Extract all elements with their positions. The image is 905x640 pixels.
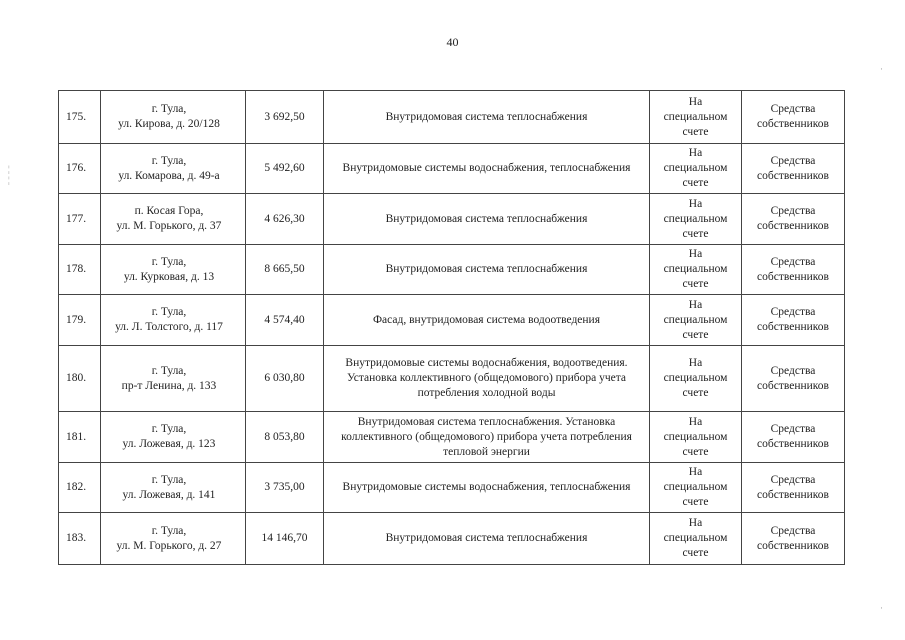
address-locality: г. Тула,	[151, 423, 187, 435]
account-line: специальном	[663, 481, 728, 493]
work-description: Внутридомовая система теплоснабжения. Установка коллективного (общедомового) прибора учета потребления тепловой энергии	[341, 415, 632, 458]
cost-cell	[246, 144, 324, 194]
funding-source-line: собственников	[757, 118, 829, 130]
account-line: На	[688, 197, 703, 210]
funding-source-line: Средства	[770, 306, 816, 318]
funding-source-cell	[742, 194, 845, 245]
funding-source-line: собственников	[757, 438, 829, 450]
work-description: Внутридомовая система теплоснабжения	[385, 532, 588, 544]
work-cell	[324, 245, 650, 295]
account-line: счете	[682, 125, 709, 138]
address-street: ул. Комарова, д. 49-а	[118, 169, 220, 182]
row-number: 179.	[66, 313, 87, 326]
row-number: 180.	[66, 372, 87, 384]
cost-value: 5 492,60	[264, 162, 305, 174]
cost-value: 4 574,40	[264, 313, 305, 326]
account-line: счете	[682, 177, 709, 189]
address-street: ул. М. Горького, д. 37	[116, 220, 222, 232]
account-line: специальном	[663, 313, 728, 326]
funding-source-line: Средства	[770, 154, 816, 167]
account-cell	[650, 194, 742, 245]
address-street: ул. М. Горького, д. 27	[116, 539, 222, 552]
account-line: На	[688, 517, 703, 529]
work-description: Внутридомовые системы водоснабжения, водоотведения. Установка коллективного (общедомового) прибора учета потребления холодной воды	[345, 357, 628, 399]
account-line: На	[688, 298, 703, 311]
account-line: На	[688, 147, 703, 159]
funding-source-line: Средства	[770, 103, 816, 115]
cost-cell	[246, 194, 324, 245]
address-street: ул. Ложевая, д. 141	[122, 488, 216, 501]
address-street: ул. Курковая, д. 13	[123, 270, 215, 283]
work-description: Внутридомовая система теплоснабжения	[385, 110, 588, 123]
address-street: пр-т Ленина, д. 133	[121, 379, 217, 392]
margin-mark: ¦	[8, 175, 10, 185]
account-cell	[650, 245, 742, 295]
funding-source-cell	[742, 295, 845, 346]
row-number: 177.	[66, 212, 87, 225]
account-line: специальном	[663, 430, 728, 443]
funding-source-line: собственников	[757, 220, 829, 232]
margin-mark: ¦	[8, 164, 10, 174]
account-cell	[650, 412, 742, 463]
cost-cell	[246, 463, 324, 513]
address-locality: г. Тула,	[151, 364, 187, 377]
account-line: специальном	[663, 212, 728, 225]
cost-cell	[246, 245, 324, 295]
address-locality: г. Тула,	[151, 306, 187, 318]
address-cell	[101, 412, 246, 463]
funding-source-line: Средства	[770, 255, 816, 268]
table-row	[59, 295, 845, 346]
table-row	[59, 513, 845, 565]
row-number: 182.	[66, 481, 87, 493]
address-locality: г. Тула,	[151, 154, 187, 167]
funding-source-line: собственников	[757, 169, 829, 182]
account-line: счете	[682, 547, 709, 559]
work-cell	[324, 194, 650, 245]
cost-value: 8 053,80	[264, 430, 305, 443]
account-line: специальном	[663, 532, 728, 544]
row-number-cell	[59, 463, 101, 513]
address-locality: п. Косая Гора,	[134, 205, 204, 217]
account-line: специальном	[663, 110, 728, 123]
address-cell	[101, 463, 246, 513]
address-locality: г. Тула,	[151, 473, 187, 486]
work-cell	[324, 346, 650, 412]
funding-source-cell	[742, 144, 845, 194]
work-cell	[324, 91, 650, 144]
table-row	[59, 463, 845, 513]
account-cell	[650, 91, 742, 144]
funding-source-cell	[742, 346, 845, 412]
funding-source-line: собственников	[757, 270, 829, 283]
funding-source-cell	[742, 245, 845, 295]
address-locality: г. Тула,	[151, 103, 187, 115]
funding-source-cell	[742, 513, 845, 565]
table-row	[59, 144, 845, 194]
page-number: 40	[446, 35, 459, 49]
row-number: 176.	[66, 162, 87, 174]
cost-value: 3 735,00	[264, 481, 305, 493]
margin-mark: ·	[880, 603, 883, 613]
account-line: специальном	[663, 162, 728, 174]
cost-value: 14 146,70	[261, 532, 308, 544]
account-cell	[650, 144, 742, 194]
work-cell	[324, 144, 650, 194]
account-cell	[650, 513, 742, 565]
address-street: ул. Л. Толстого, д. 117	[115, 321, 223, 333]
address-street: ул. Ложевая, д. 123	[122, 438, 216, 450]
cost-cell	[246, 346, 324, 412]
row-number: 178.	[66, 263, 87, 275]
row-number-cell	[59, 513, 101, 565]
funding-source-line: собственников	[757, 321, 829, 333]
funding-source-cell	[742, 412, 845, 463]
work-cell	[324, 412, 650, 463]
table-row	[59, 245, 845, 295]
row-number: 183.	[66, 532, 87, 544]
address-cell	[101, 245, 246, 295]
cost-cell	[246, 513, 324, 565]
cost-cell	[246, 295, 324, 346]
table-row	[59, 412, 845, 463]
work-cell	[324, 513, 650, 565]
account-cell	[650, 463, 742, 513]
funding-source-line: собственников	[757, 539, 829, 552]
funding-source-line: Средства	[770, 524, 816, 537]
account-line: На	[688, 357, 703, 369]
account-line: счете	[682, 387, 709, 399]
row-number-cell	[59, 412, 101, 463]
work-description: Внутридомовая система теплоснабжения	[385, 212, 588, 225]
funding-source-line: Средства	[770, 364, 816, 377]
row-number-cell	[59, 245, 101, 295]
address-cell	[101, 144, 246, 194]
table-row	[59, 91, 845, 144]
cost-value: 8 665,50	[264, 263, 305, 275]
work-cell	[324, 295, 650, 346]
cost-value: 3 692,50	[264, 110, 305, 123]
account-line: счете	[682, 227, 709, 240]
account-line: счете	[682, 278, 709, 290]
funding-source-line: собственников	[757, 488, 829, 501]
address-locality: г. Тула,	[151, 255, 187, 268]
cost-value: 6 030,80	[264, 372, 305, 384]
funding-source-cell	[742, 463, 845, 513]
funding-source-line: Средства	[770, 423, 816, 435]
account-line: счете	[682, 445, 709, 458]
address-cell	[101, 91, 246, 144]
funding-source-cell	[742, 91, 845, 144]
work-description: Внутридомовые системы водоснабжения, теплоснабжения	[342, 481, 631, 493]
row-number-cell	[59, 144, 101, 194]
work-cell	[324, 463, 650, 513]
row-number: 181.	[66, 430, 87, 443]
account-line: специальном	[663, 263, 728, 275]
address-cell	[101, 513, 246, 565]
work-description: Внутридомовые системы водоснабжения, теплоснабжения	[342, 162, 631, 174]
account-line: На	[688, 415, 703, 428]
row-number-cell	[59, 295, 101, 346]
address-street: ул. Кирова, д. 20/128	[118, 118, 220, 130]
repair-schedule-table	[58, 90, 845, 565]
account-line: счете	[682, 328, 709, 341]
row-number-cell	[59, 91, 101, 144]
address-cell	[101, 194, 246, 245]
funding-source-line: собственников	[757, 379, 829, 392]
address-cell	[101, 295, 246, 346]
work-description: Внутридомовая система теплоснабжения	[385, 263, 588, 275]
account-line: На	[688, 95, 703, 108]
account-cell	[650, 346, 742, 412]
row-number-cell	[59, 194, 101, 245]
account-line: На	[688, 466, 703, 478]
margin-mark: ·	[880, 64, 883, 74]
cost-cell	[246, 412, 324, 463]
cost-cell	[246, 91, 324, 144]
address-cell	[101, 346, 246, 412]
table-body	[59, 91, 845, 565]
cost-value: 4 626,30	[264, 212, 305, 225]
funding-source-line: Средства	[770, 205, 816, 217]
work-description: Фасад, внутридомовая система водоотведения	[372, 313, 601, 326]
address-locality: г. Тула,	[151, 524, 187, 537]
account-cell	[650, 295, 742, 346]
row-number-cell	[59, 346, 101, 412]
funding-source-line: Средства	[770, 473, 816, 486]
row-number: 175.	[66, 110, 87, 123]
table-row	[59, 194, 845, 245]
account-line: На	[688, 248, 703, 260]
account-line: специальном	[663, 372, 728, 384]
table-row	[59, 346, 845, 412]
account-line: счете	[682, 496, 709, 508]
